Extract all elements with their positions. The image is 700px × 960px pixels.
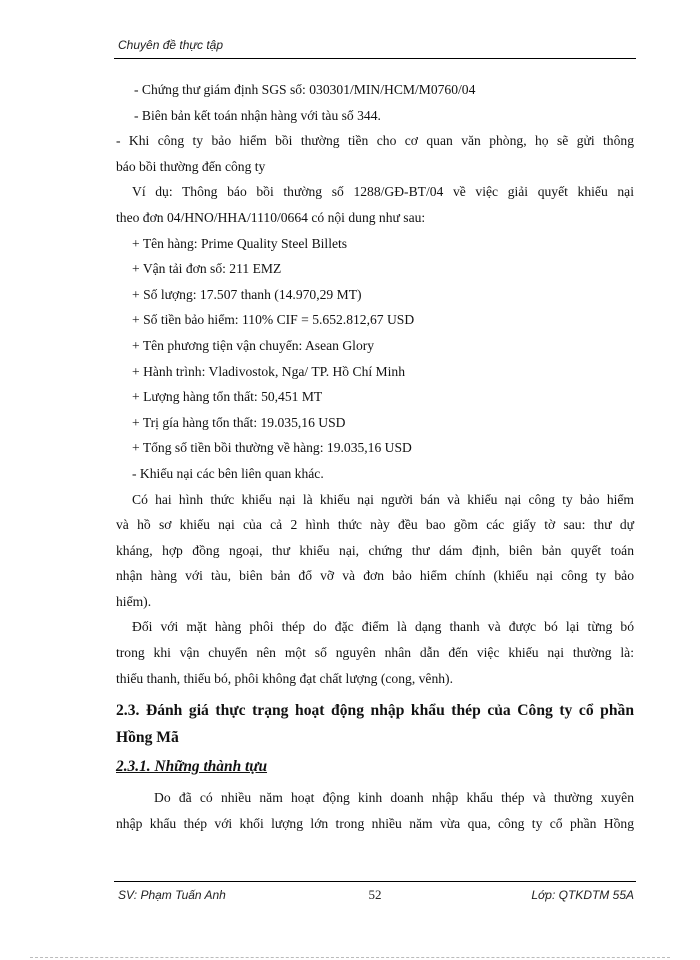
- subsection-title: 2.3.1. Những thành tựu: [116, 758, 268, 776]
- footer-student: SV: Phạm Tuấn Anh: [118, 888, 226, 902]
- paragraph-line: trong khi vận chuyển nên một số nguyên nhân dẫn đến việc khiếu nại thường là:: [116, 645, 634, 661]
- paragraph-line: Có hai hình thức khiếu nại là khiếu nại người bán và khiếu nại công ty bảo hiểm: [132, 491, 634, 507]
- footer-class: Lớp: QTKDTM 55A: [531, 888, 634, 902]
- section-title: 2.3. Đánh giá thực trạng hoạt động nhập khẩu thép của Công ty cổ phần: [116, 702, 634, 720]
- list-item: + Tên hàng: Prime Quality Steel Billets: [132, 235, 348, 251]
- list-item: + Vận tải đơn số: 211 EMZ: [132, 261, 282, 277]
- paragraph-line: kháng, hợp đồng ngoại, thư khiếu nại, chứng thư dám định, biên bản quyết toán: [116, 542, 634, 558]
- header-title: Chuyên đề thực tập: [118, 38, 224, 52]
- page-bottom-edge: [30, 957, 670, 958]
- section-title-continued: Hồng Mã: [116, 729, 179, 747]
- list-item: + Trị gía hàng tổn thất: 19.035,16 USD: [132, 414, 346, 430]
- paragraph-line: theo đơn 04/HNO/HHA/1110/0664 có nội dung như sau:: [116, 209, 426, 225]
- list-item: + Số lượng: 17.507 thanh (14.970,29 MT): [132, 286, 362, 302]
- paragraph-line: - Khi công ty bảo hiểm bồi thường tiền cho cơ quan văn phòng, họ sẽ gửi thông: [116, 133, 634, 149]
- paragraph-line: Đối với mặt hàng phôi thép do đặc điểm là dạng thanh và được bó lại từng bó: [132, 619, 634, 635]
- footer-divider: [114, 881, 636, 882]
- list-item: + Tổng số tiền bồi thường về hàng: 19.035,16 USD: [132, 440, 412, 456]
- list-item: + Hành trình: Vladivostok, Nga/ TP. Hồ Chí Minh: [132, 363, 406, 379]
- paragraph-line: và hồ sơ khiếu nại của cả 2 hình thức này đều bao gồm các giấy tờ sau: thư dự: [116, 517, 634, 533]
- paragraph-line: - Biên bản kết toán nhận hàng với tàu số 344.: [134, 107, 381, 123]
- paragraph-line: - Chứng thư giám định SGS số: 030301/MIN/HCM/M0760/04: [134, 82, 476, 97]
- list-item: - Khiếu nại các bên liên quan khác.: [132, 465, 324, 481]
- paragraph-line: thiếu thanh, thiếu bó, phôi không đạt chất lượng (cong, vênh).: [116, 670, 453, 686]
- paragraph-line: hiểm).: [116, 593, 152, 609]
- paragraph-line: báo bồi thường đến công ty: [116, 158, 266, 174]
- list-item: + Tên phương tiện vận chuyển: Asean Glory: [132, 337, 375, 353]
- document-body: [116, 77, 634, 836]
- list-item: + Số tiền bảo hiểm: 110% CIF = 5.652.812,67 USD: [132, 312, 415, 328]
- paragraph-line: nhận hàng với tàu, biên bản đổ vỡ và đơn bảo hiểm chính (khiếu nại công ty bảo: [116, 568, 634, 584]
- header-divider: [114, 58, 636, 59]
- page-number: 52: [368, 887, 382, 902]
- paragraph-line: nhập khẩu thép với khối lượng lớn trong nhiều năm vừa qua, công ty cổ phần Hồng: [116, 815, 634, 831]
- list-item: + Lượng hàng tổn thất: 50,451 MT: [132, 389, 323, 405]
- paragraph-line: Ví dụ: Thông báo bồi thường số 1288/GĐ-BT/04 về việc giải quyết khiếu nại: [132, 184, 634, 200]
- paragraph-line: Do đã có nhiều năm hoạt động kinh doanh nhập khẩu thép và thường xuyên: [154, 790, 634, 806]
